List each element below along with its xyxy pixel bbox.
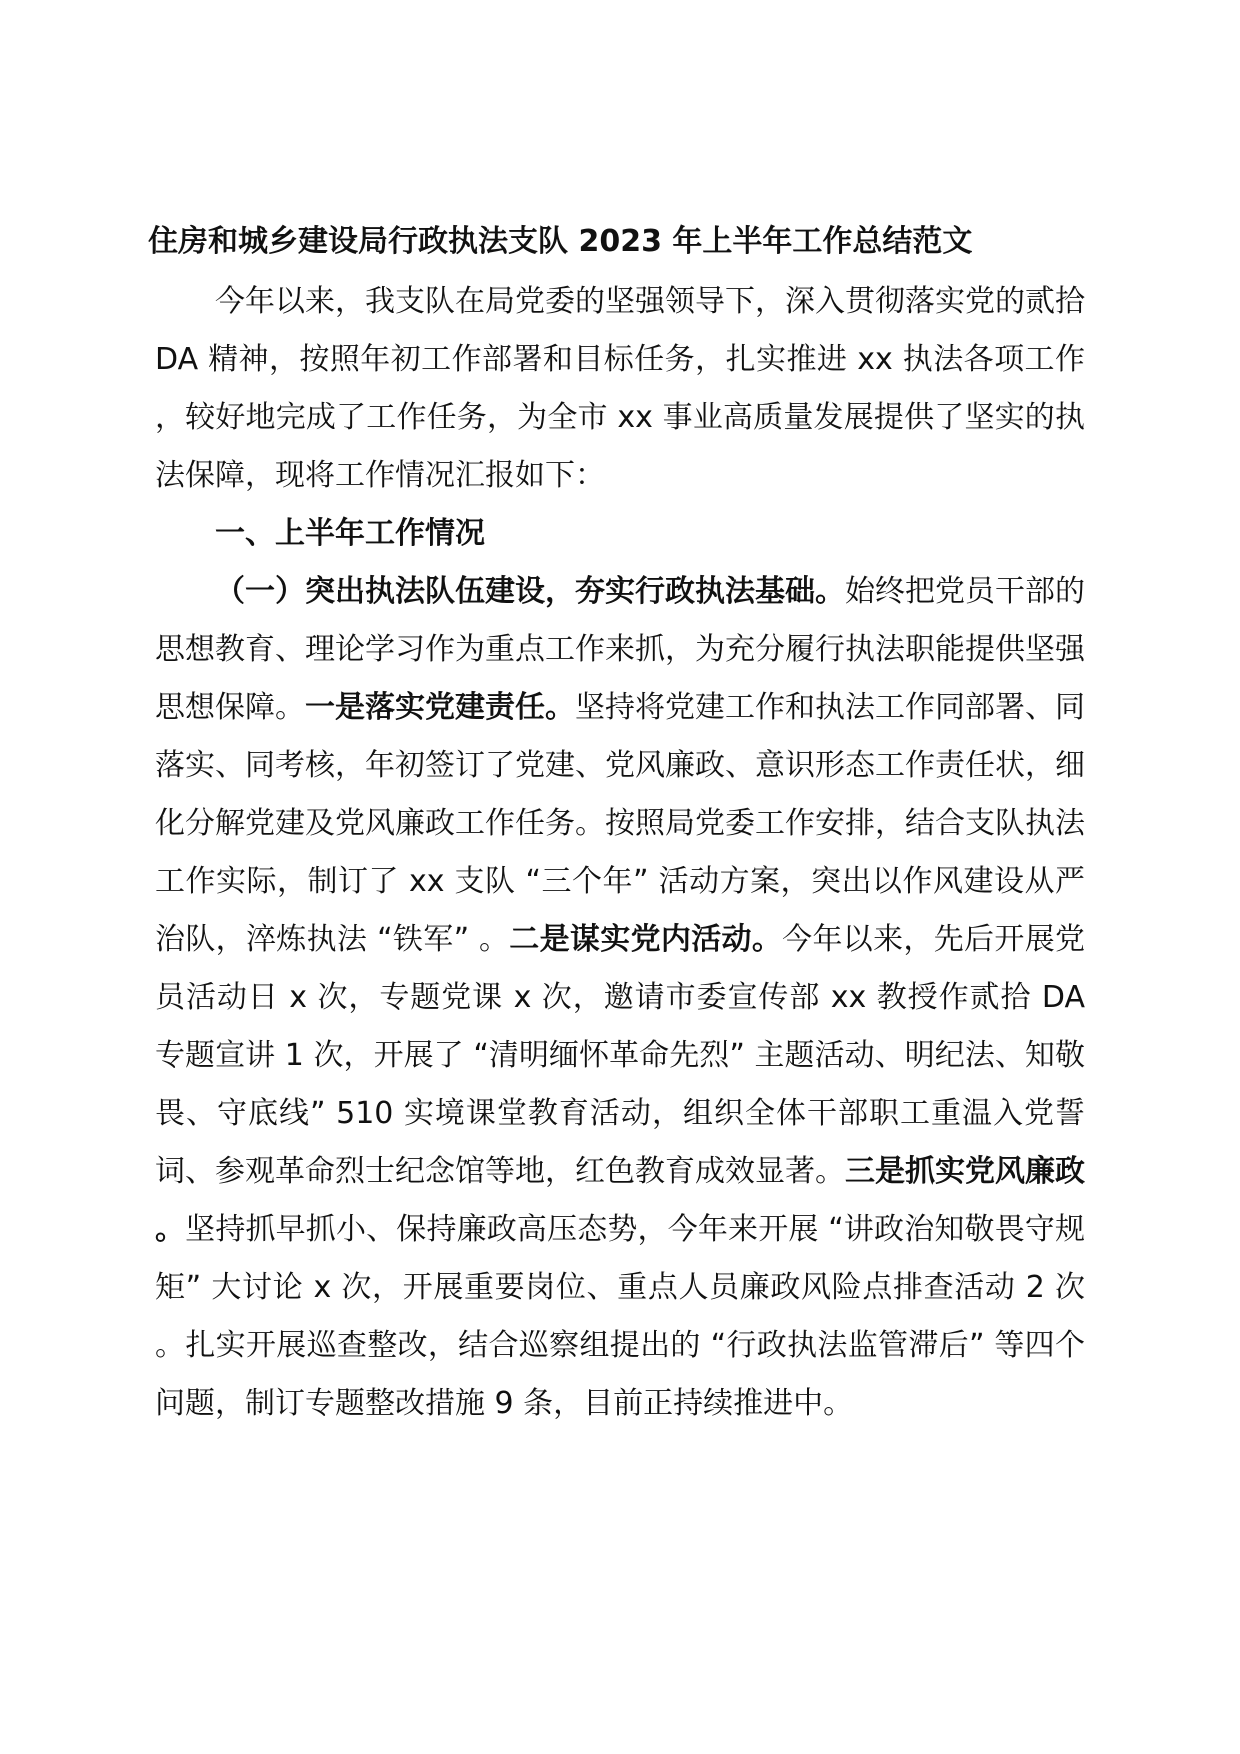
- subitem-text-2: 今年以来，先后开展党员活动日 x 次，专题党课 x 次，邀请市委宣传部 xx 教授作贰拾 DA 专题宣讲 1 次，开展了 “清明缅怀革命先烈” 主题活动、明纪法、知敬畏、守底线” 510 实境课堂教育活动，组织全体干部职工重温入党誓词、参观革命烈士纪念馆等地，红色教育成效显著。: [155, 922, 1086, 1189]
- item-lead: （一）突出执法队伍建设，夯实行政执法基础。: [215, 574, 845, 609]
- item-text: 始终把党员干部的思想教育、理论学习作为重点工作来抓，为充分履行执法职能提供坚强思想保障。: [155, 574, 1085, 725]
- subitem-lead-1: 一是落实党建责任。: [305, 690, 575, 725]
- subitem-text-1: 坚持将党建工作和执法工作同部署、同落实、同考核，年初签订了党建、党风廉政、意识形态工作责任状，细化分解党建及党风廉政工作任务。按照局党委工作安排，结合支队执法工作实际，制订了 xx 支队 “三个年” 活动方案，突出以作风建设从严治队，淬炼执法 “铁军” 。: [155, 690, 1085, 957]
- document-page: [148, 0, 1086, 1754]
- subitem-text-3: 坚持抓早抓小、保持廉政高压态势，今年来开展 “讲政治知敬畏守规矩” 大讨论 x 次，开展重要岗位、重点人员廉政风险点排查活动 2 次。扎实开展巡查整改，结合巡察组提出的 “行政执法监管滞后” 等四个问题，制订专题整改措施 9 条，目前正持续推进中。: [155, 1212, 1086, 1421]
- subitem-lead-2: 二是谋实党内活动。: [509, 922, 783, 957]
- document-body: [155, 273, 1085, 1433]
- intro-paragraph: 今年以来，我支队在局党委的坚强领导下，深入贯彻落实党的贰拾 DA 精神，按照年初工作部署和目标任务，扎实推进 xx 执法各项工作，较好地完成了工作任务，为全市 xx 事业高质量发展提供了坚实的执法保障，现将工作情况汇报如下：: [155, 284, 1085, 493]
- subitem-lead-3: 三是抓实党风廉政。: [155, 1154, 1085, 1247]
- document-title: 住房和城乡建设局行政执法支队 2023 年上半年工作总结范文: [148, 224, 973, 259]
- section-paragraph: [155, 563, 1085, 1433]
- section-heading: 一、上半年工作情况: [215, 516, 485, 551]
